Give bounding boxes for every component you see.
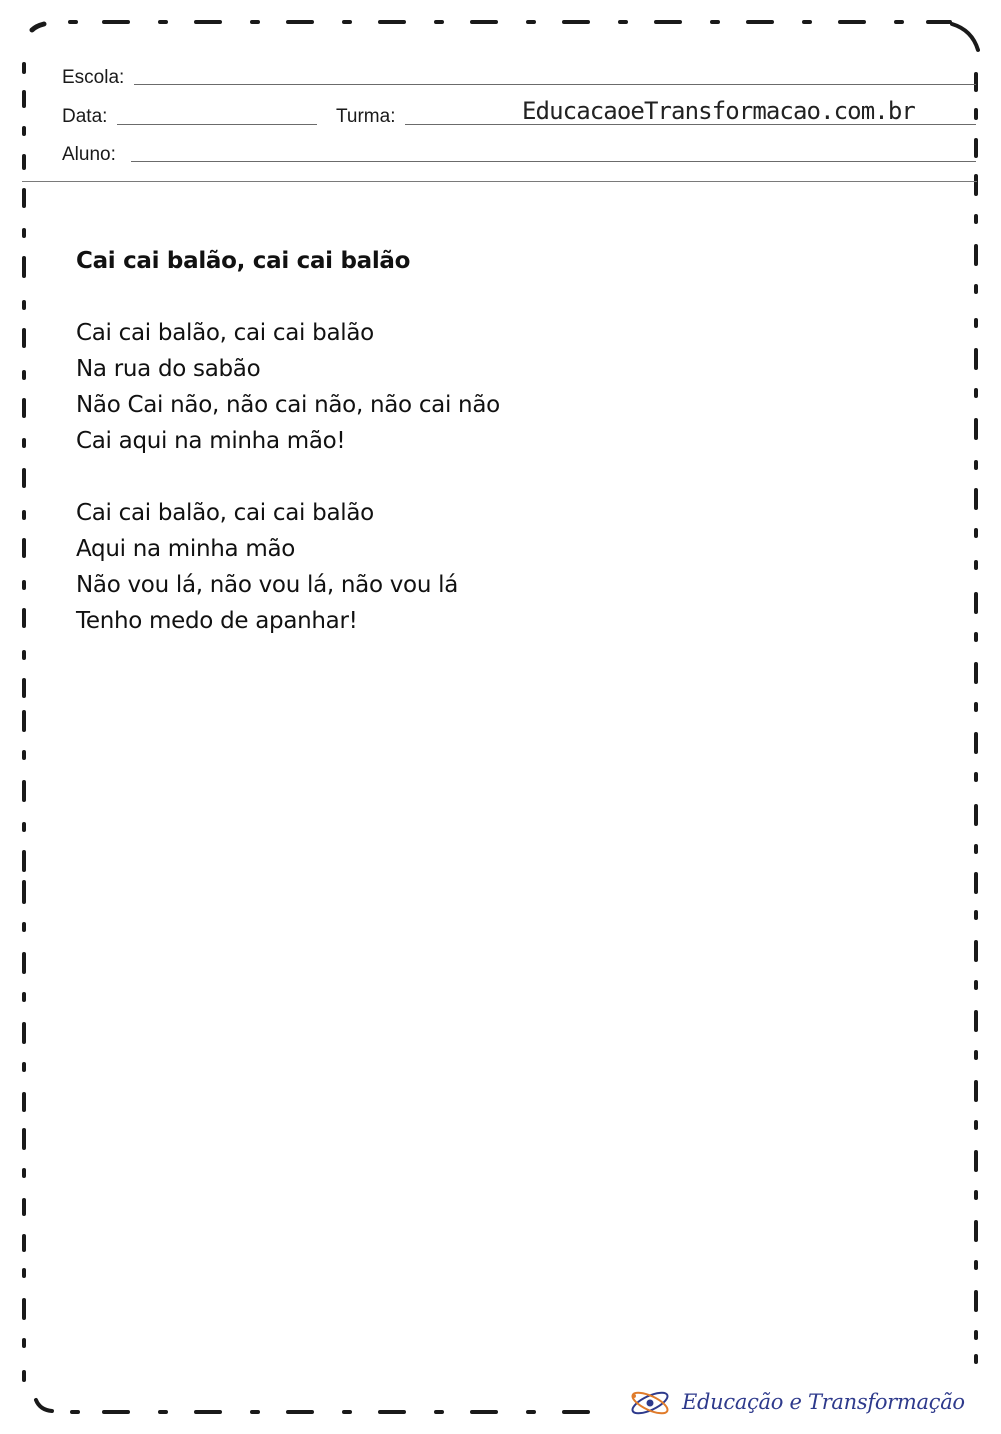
poem-line: Na rua do sabão bbox=[76, 356, 261, 382]
turma-label: Turma: bbox=[336, 106, 396, 127]
poem-line: Aqui na minha mão bbox=[76, 536, 296, 562]
data-field-line[interactable] bbox=[117, 124, 317, 125]
poem-line: Não vou lá, não vou lá, não vou lá bbox=[76, 572, 459, 598]
footer-logo bbox=[628, 1386, 965, 1420]
poem-line: Cai cai balão, cai cai balão bbox=[76, 320, 374, 346]
poem-line: Não Cai não, não cai não, não cai não bbox=[76, 392, 500, 418]
poem-line: Tenho medo de apanhar! bbox=[76, 608, 358, 634]
poem-title: Cai cai balão, cai cai balão bbox=[76, 248, 411, 274]
logo-text: Educação e Transformação bbox=[682, 1390, 965, 1414]
atom-orbit-icon bbox=[628, 1386, 676, 1420]
aluno-field-line[interactable] bbox=[131, 161, 976, 162]
website-watermark: EducacaoeTransformacao.com.br bbox=[522, 97, 915, 125]
poem-line: Cai aqui na minha mão! bbox=[76, 428, 346, 454]
stanza-1 bbox=[76, 315, 776, 459]
data-label: Data: bbox=[62, 106, 108, 127]
poem-line: Cai cai balão, cai cai balão bbox=[76, 500, 374, 526]
escola-field-line[interactable] bbox=[134, 84, 976, 85]
aluno-label: Aluno: bbox=[62, 144, 116, 165]
stanza-2 bbox=[76, 495, 776, 639]
escola-label: Escola: bbox=[62, 67, 125, 88]
header-divider bbox=[22, 181, 977, 182]
poem bbox=[76, 243, 776, 675]
